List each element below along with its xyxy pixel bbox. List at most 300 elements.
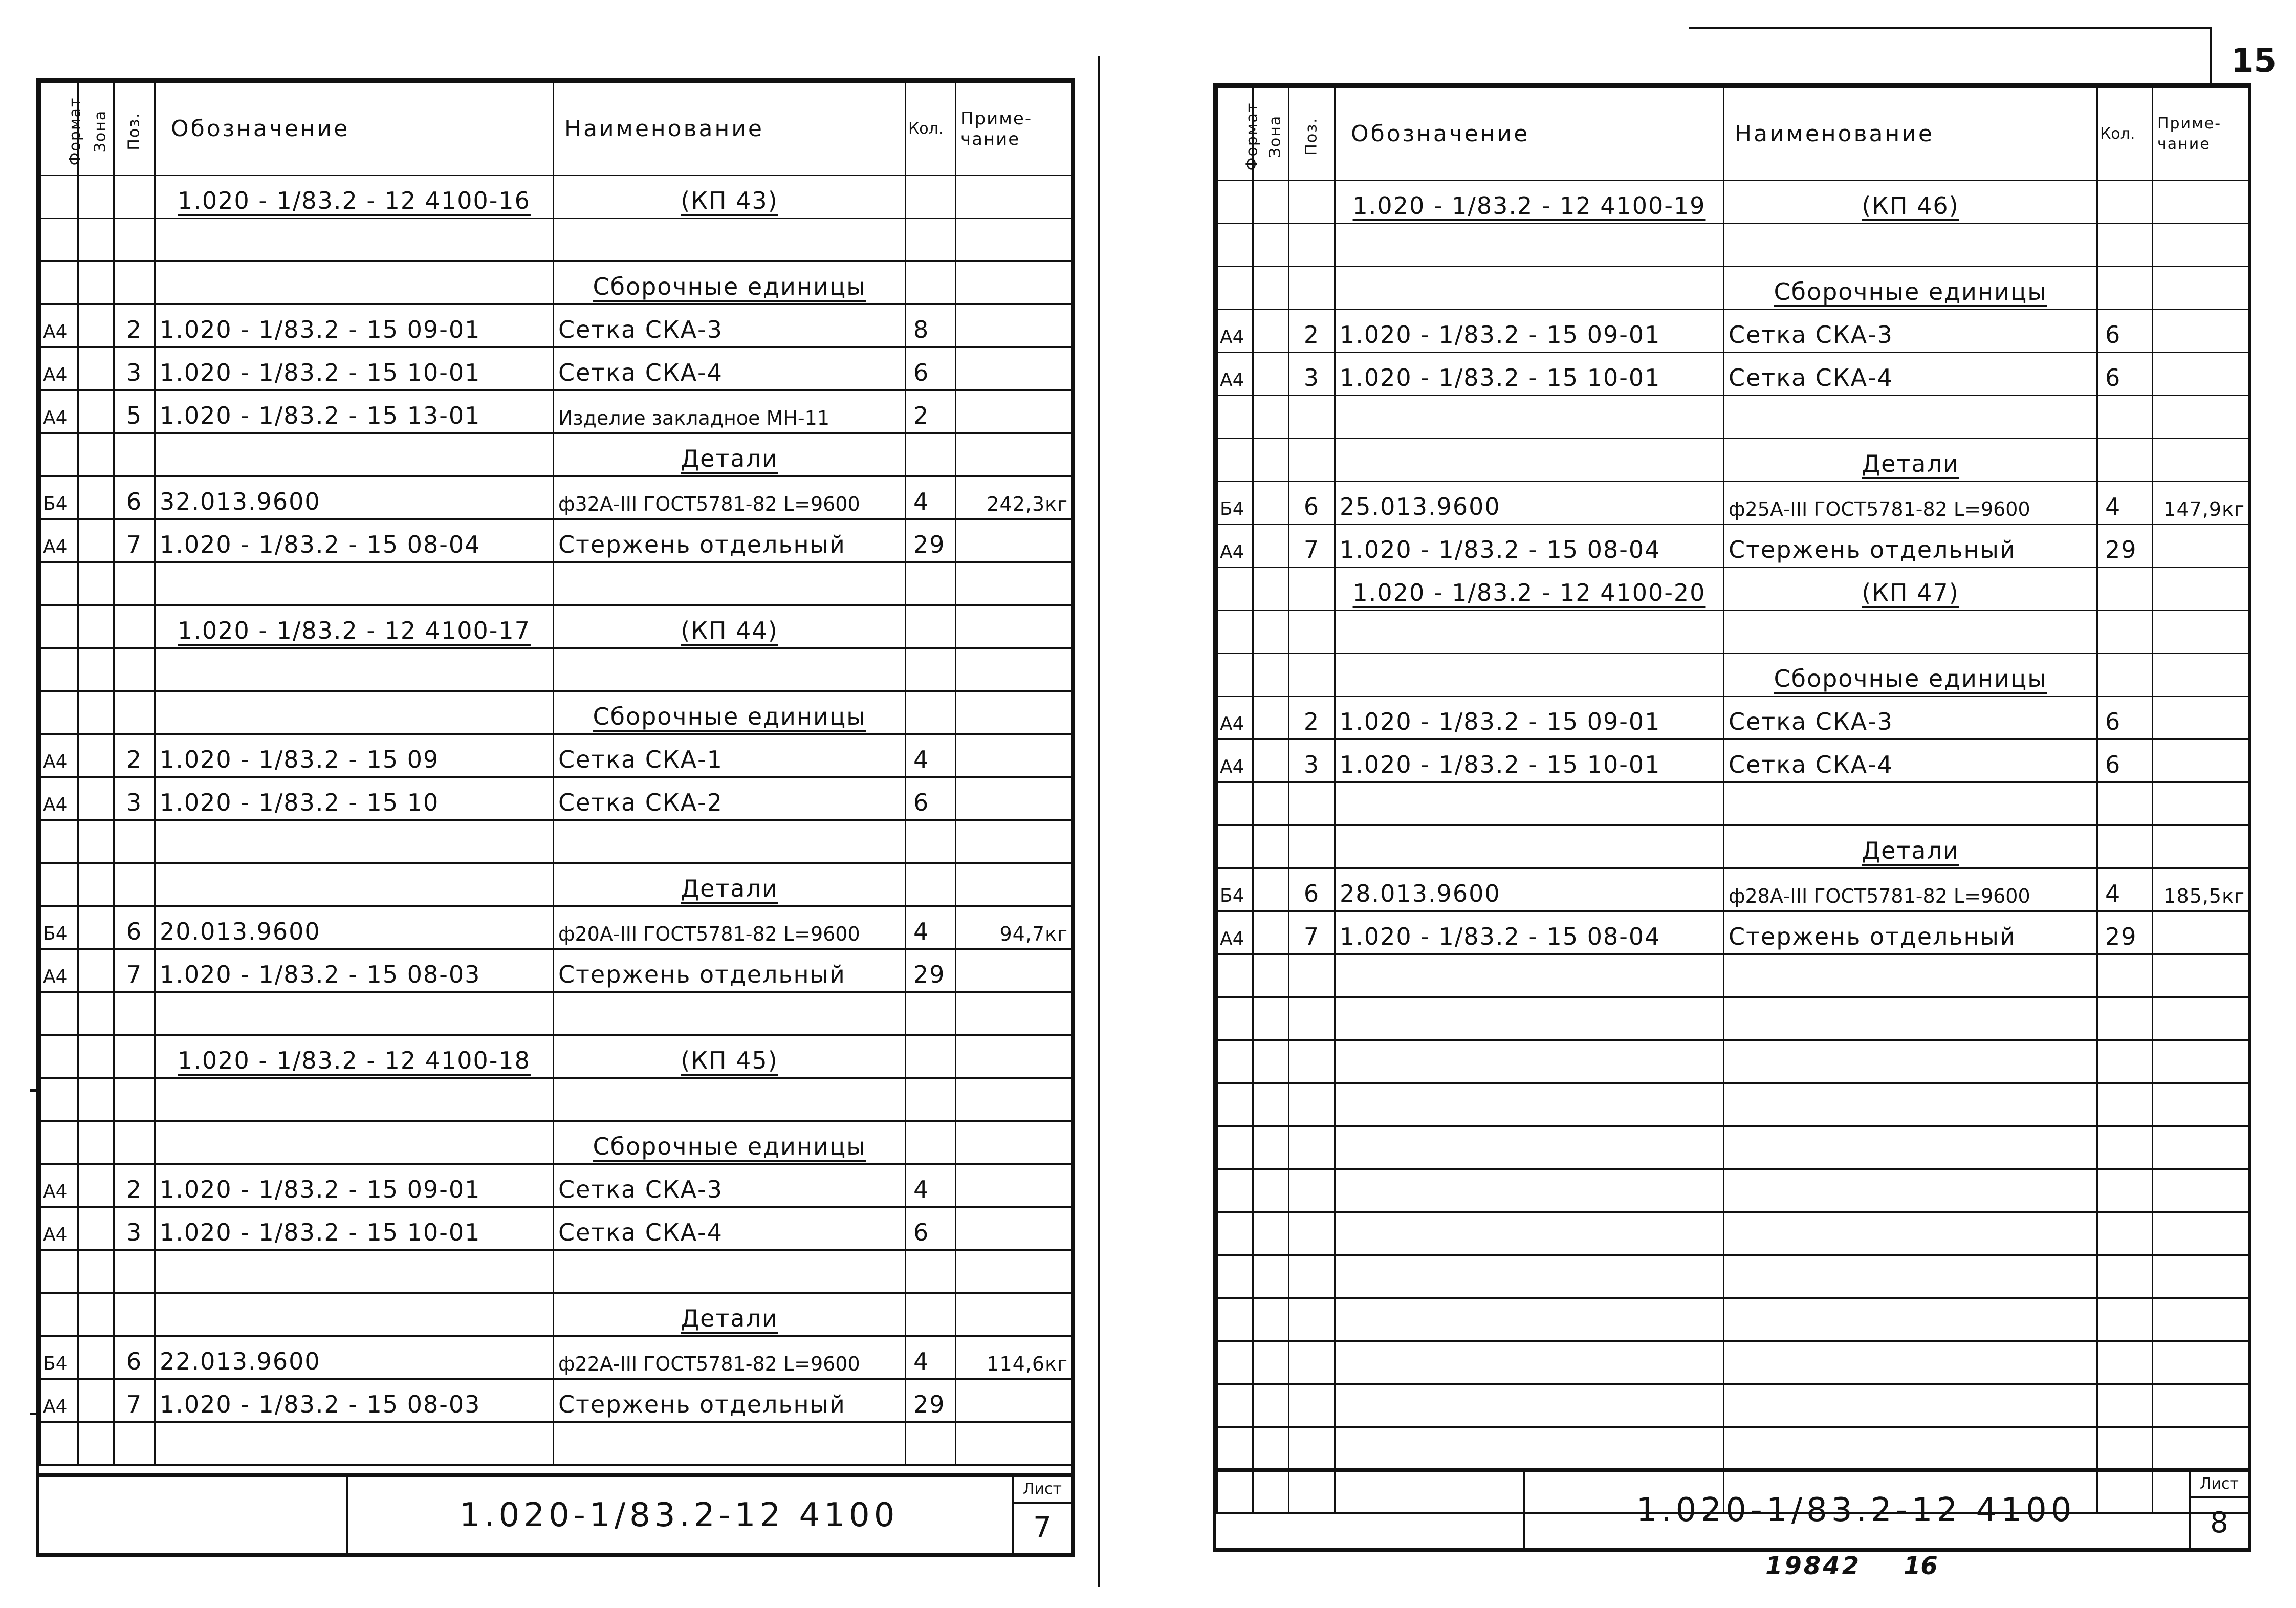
table-row [40,1164,1072,1207]
cell-note [2153,1169,2249,1212]
col-header-format: Формат [40,82,78,176]
cell-format [40,262,78,305]
table-row [1217,482,2249,525]
cell-format [1217,954,1253,997]
cell-format: А4 [40,1164,78,1207]
cell-format [40,863,78,906]
col-header-name: Наименование [554,82,906,176]
cell-name [1724,1040,2097,1083]
cell-quantity: 29 [906,1379,956,1422]
cell-format: А4 [40,347,78,390]
table-row [1217,568,2249,611]
cell-position: 7 [1289,911,1335,954]
cell-quantity [2097,1341,2153,1384]
cell-position [114,1035,155,1078]
table-row [1217,1341,2249,1384]
cell-name: Сетка СКА-4 [554,347,906,390]
cell-note [2153,396,2249,439]
cell-position [1289,783,1335,825]
cell-note [956,648,1072,691]
cell-designation: 1.020 - 1/83.2 - 15 10-01 [155,347,554,390]
title-block-blank [1216,1472,1525,1548]
cell-name: ф22А-III ГОСТ5781-82 L=9600 [554,1336,906,1379]
cell-name: Сетка СКА-3 [1724,310,2097,353]
cell-position: 3 [114,777,155,820]
cell-zone [78,1121,114,1164]
cell-designation: 20.013.9600 [155,906,554,949]
cell-format: А4 [40,390,78,433]
cell-name: ф28А-III ГОСТ5781-82 L=9600 [1724,868,2097,911]
cell-name: Детали [554,863,906,906]
cell-designation [1335,1384,1724,1427]
cell-zone [1253,783,1289,825]
cell-designation [1335,224,1724,267]
cell-position [1289,611,1335,654]
cell-format: А4 [40,305,78,347]
cell-format: Б4 [1217,868,1253,911]
table-row [40,1379,1072,1422]
cell-quantity [2097,396,2153,439]
cell-name: Сетка СКА-3 [554,305,906,347]
cell-zone [78,1293,114,1336]
cell-zone [78,562,114,605]
cell-note: 114,6кг [956,1336,1072,1379]
cell-note [956,433,1072,476]
cell-position [114,691,155,734]
table-row [40,476,1072,519]
cell-quantity [906,1078,956,1121]
cell-name [1724,1341,2097,1384]
table-row [40,1293,1072,1336]
cell-name [554,992,906,1035]
cell-note [2153,954,2249,997]
cell-format [1217,1212,1253,1255]
cell-name: Детали [554,433,906,476]
cell-zone [78,1379,114,1422]
cell-designation [155,262,554,305]
cell-designation [155,820,554,863]
table-row [40,691,1072,734]
cell-quantity: 6 [906,777,956,820]
cell-name: Стержень отдельный [554,519,906,562]
cell-note: 185,5кг [2153,868,2249,911]
archive-code: 19842 [1765,1552,1861,1580]
table-row [1217,997,2249,1040]
table-row [1217,1040,2249,1083]
cell-zone [1253,997,1289,1040]
table-row [1217,267,2249,310]
cell-quantity [2097,1040,2153,1083]
cell-designation: 1.020 - 1/83.2 - 15 08-03 [155,1379,554,1422]
cell-designation: 1.020 - 1/83.2 - 15 09-01 [155,1164,554,1207]
table-row [40,433,1072,476]
table-row [1217,181,2249,224]
cell-designation [155,433,554,476]
cell-note [956,176,1072,219]
cell-position [114,433,155,476]
table-row [1217,1083,2249,1126]
cell-name: Изделие закладное МН-11 [554,390,906,433]
cell-name [1724,224,2097,267]
cell-position: 6 [114,476,155,519]
cell-name [1724,954,2097,997]
cell-position: 3 [1289,740,1335,783]
col-header-format: Формат [1217,88,1253,181]
cell-format [40,176,78,219]
table-row [1217,525,2249,568]
cell-quantity [906,1250,956,1293]
cell-zone [1253,1427,1289,1470]
cell-designation [1335,1427,1724,1470]
cell-note [2153,783,2249,825]
cell-designation [155,648,554,691]
cell-note [2153,1298,2249,1341]
cell-designation [155,992,554,1035]
cell-zone [78,949,114,992]
table-row [40,1207,1072,1250]
cell-note [2153,825,2249,868]
spec-table-left [39,81,1073,1466]
spec-table-right [1216,86,2249,1514]
cell-note: 147,9кг [2153,482,2249,525]
corner-frame-vertical [2210,27,2212,83]
cell-name: ф32А-III ГОСТ5781-82 L=9600 [554,476,906,519]
cell-zone [1253,439,1289,482]
cell-position [114,1078,155,1121]
cell-zone [78,519,114,562]
cell-designation: 32.013.9600 [155,476,554,519]
cell-name [554,219,906,262]
cell-name [1724,1384,2097,1427]
cell-name [1724,396,2097,439]
cell-position [1289,1169,1335,1212]
cell-position [1289,568,1335,611]
cell-position [1289,1083,1335,1126]
cell-designation [155,691,554,734]
cell-name [554,648,906,691]
cell-note [956,1164,1072,1207]
cell-quantity [906,1293,956,1336]
cell-zone [1253,1083,1289,1126]
cell-quantity [906,992,956,1035]
cell-zone [78,1164,114,1207]
cell-position [114,648,155,691]
col-header-designation: Обозначение [155,82,554,176]
cell-zone [1253,482,1289,525]
cell-note [956,390,1072,433]
cell-note [956,820,1072,863]
cell-format: А4 [1217,740,1253,783]
cell-format [40,648,78,691]
cell-position [1289,1341,1335,1384]
cell-format: А4 [40,519,78,562]
cell-quantity [906,1121,956,1164]
cell-zone [78,863,114,906]
cell-zone [78,1422,114,1465]
col-header-note: Приме- чание [956,82,1072,176]
cell-designation [1335,1126,1724,1169]
cell-position: 2 [1289,310,1335,353]
cell-format [40,1035,78,1078]
cell-name [554,820,906,863]
cell-format [1217,1083,1253,1126]
cell-zone [1253,353,1289,396]
table-row [40,949,1072,992]
cell-position [114,992,155,1035]
cell-zone [1253,654,1289,697]
col-header-pos: Поз. [114,82,155,176]
cell-designation [155,562,554,605]
cell-zone [1253,868,1289,911]
cell-position: 6 [1289,868,1335,911]
cell-zone [78,777,114,820]
cell-format: А4 [1217,310,1253,353]
cell-designation: 1.020 - 1/83.2 - 12 4100-17 [155,605,554,648]
cell-note [956,1250,1072,1293]
table-row [1217,353,2249,396]
cell-zone [78,1336,114,1379]
table-row [1217,310,2249,353]
cell-name [1724,1212,2097,1255]
cell-quantity [2097,997,2153,1040]
cell-note [956,1207,1072,1250]
cell-name: Сетка СКА-4 [554,1207,906,1250]
cell-quantity [2097,1083,2153,1126]
table-row [1217,1126,2249,1169]
cell-position [114,1422,155,1465]
cell-format: А4 [1217,697,1253,740]
cell-format: Б4 [40,1336,78,1379]
cell-designation: 1.020 - 1/83.2 - 15 10 [155,777,554,820]
cell-name: Детали [554,1293,906,1336]
cell-format [1217,654,1253,697]
table-row [1217,1298,2249,1341]
cell-designation [1335,997,1724,1040]
cell-designation: 22.013.9600 [155,1336,554,1379]
cell-format: А4 [40,949,78,992]
cell-quantity: 29 [906,519,956,562]
cell-note [956,863,1072,906]
table-row [1217,825,2249,868]
cell-format [1217,783,1253,825]
cell-zone [1253,224,1289,267]
cell-format: А4 [40,1379,78,1422]
cell-name: (КП 46) [1724,181,2097,224]
cell-zone [1253,954,1289,997]
cell-note [2153,1341,2249,1384]
cell-position [1289,1040,1335,1083]
cell-note [956,1078,1072,1121]
cell-position: 2 [1289,697,1335,740]
cell-name: Сетка СКА-3 [1724,697,2097,740]
cell-position [1289,1384,1335,1427]
cell-format [1217,267,1253,310]
cell-quantity: 6 [2097,310,2153,353]
cell-note [956,1121,1072,1164]
table-row [40,1336,1072,1379]
cell-zone [1253,697,1289,740]
cell-zone [78,1250,114,1293]
spec-sheet-right [1213,83,2251,1552]
cell-position: 7 [114,519,155,562]
cell-note [2153,224,2249,267]
cell-quantity: 6 [906,1207,956,1250]
cell-position [114,820,155,863]
cell-designation: 1.020 - 1/83.2 - 15 08-04 [155,519,554,562]
cell-note [2153,267,2249,310]
table-row [1217,740,2249,783]
cell-zone [1253,396,1289,439]
table-row [40,1078,1072,1121]
fold-divider [1098,56,1100,1587]
title-block-sheet [2189,1472,2248,1548]
cell-name: Детали [1724,825,2097,868]
table-row [40,1035,1072,1078]
cell-quantity [2097,611,2153,654]
cell-quantity [2097,1126,2153,1169]
title-block-code: 1.020-1/83.2-12 4100 [1636,1491,2076,1529]
table-row [1217,1255,2249,1298]
sheet-number: 7 [1033,1511,1052,1545]
cell-position [1289,1212,1335,1255]
cell-quantity: 6 [2097,740,2153,783]
cell-note [2153,697,2249,740]
cell-zone [78,1035,114,1078]
cell-designation [1335,439,1724,482]
cell-quantity [906,863,956,906]
cell-zone [78,906,114,949]
cell-name: Сборочные единицы [554,691,906,734]
cell-note [956,605,1072,648]
cell-format [1217,1341,1253,1384]
cell-zone [1253,1169,1289,1212]
col-header-designation: Обозначение [1335,88,1724,181]
cell-format [40,605,78,648]
table-row [1217,868,2249,911]
cell-quantity: 4 [906,1336,956,1379]
title-block-blank [39,1477,348,1553]
cell-note [2153,568,2249,611]
cell-name: (КП 43) [554,176,906,219]
table-row [1217,911,2249,954]
cell-format: А4 [1217,353,1253,396]
cell-position: 2 [114,1164,155,1207]
cell-zone [1253,1384,1289,1427]
cell-zone [78,734,114,777]
cell-position [1289,224,1335,267]
cell-note [956,777,1072,820]
cell-format [40,1250,78,1293]
cell-zone [1253,1255,1289,1298]
cell-designation: 1.020 - 1/83.2 - 12 4100-16 [155,176,554,219]
cell-designation [1335,1212,1724,1255]
cell-position [1289,997,1335,1040]
cell-designation: 1.020 - 1/83.2 - 15 13-01 [155,390,554,433]
cell-quantity: 4 [2097,868,2153,911]
title-block-right [1216,1468,2248,1548]
cell-format [1217,611,1253,654]
cell-zone [78,305,114,347]
cell-format: А4 [40,734,78,777]
table-row [40,863,1072,906]
cell-position: 2 [114,305,155,347]
cell-quantity: 6 [2097,697,2153,740]
cell-zone [1253,181,1289,224]
cell-quantity: 29 [2097,525,2153,568]
page-number: 15 [2231,42,2277,80]
cell-name [1724,1083,2097,1126]
table-row [40,176,1072,219]
cell-designation [1335,1298,1724,1341]
cell-zone [78,691,114,734]
cell-designation [1335,611,1724,654]
spec-rows-right [1217,181,2249,1513]
cell-format [40,691,78,734]
table-row [40,605,1072,648]
cell-name: ф20А-III ГОСТ5781-82 L=9600 [554,906,906,949]
cell-designation: 1.020 - 1/83.2 - 15 09-01 [155,305,554,347]
cell-note [956,1379,1072,1422]
cell-format [1217,1040,1253,1083]
cell-designation [1335,1255,1724,1298]
cell-zone [78,605,114,648]
cell-name [554,1250,906,1293]
cell-position [1289,396,1335,439]
cell-quantity [906,433,956,476]
table-row [1217,224,2249,267]
cell-format [40,562,78,605]
cell-quantity [2097,1427,2153,1470]
cell-name: Стержень отдельный [554,949,906,992]
cell-note [956,1293,1072,1336]
cell-designation [155,219,554,262]
cell-designation: 28.013.9600 [1335,868,1724,911]
table-row [1217,1384,2249,1427]
cell-note [2153,1126,2249,1169]
cell-note [2153,654,2249,697]
cell-name: Сборочные единицы [1724,267,2097,310]
cell-zone [78,347,114,390]
cell-zone [78,648,114,691]
cell-quantity: 6 [2097,353,2153,396]
cell-name [1724,1126,2097,1169]
title-block-code: 1.020-1/83.2-12 4100 [459,1496,899,1534]
cell-position [1289,267,1335,310]
cell-designation [155,1293,554,1336]
table-row [1217,396,2249,439]
table-row [40,777,1072,820]
cell-name [1724,1255,2097,1298]
cell-note [956,262,1072,305]
cell-format [40,1422,78,1465]
cell-designation [1335,1341,1724,1384]
cell-quantity [906,262,956,305]
cell-format: А4 [1217,525,1253,568]
cell-position [114,562,155,605]
cell-designation: 1.020 - 1/83.2 - 15 08-03 [155,949,554,992]
cell-quantity: 4 [906,476,956,519]
cell-quantity [2097,783,2153,825]
cell-quantity: 8 [906,305,956,347]
cell-designation [1335,1083,1724,1126]
table-row [40,305,1072,347]
cell-designation [155,1422,554,1465]
cell-position [1289,1126,1335,1169]
cell-designation: 1.020 - 1/83.2 - 15 10-01 [1335,740,1724,783]
cell-designation [1335,1040,1724,1083]
cell-quantity: 4 [906,734,956,777]
cell-zone [1253,310,1289,353]
